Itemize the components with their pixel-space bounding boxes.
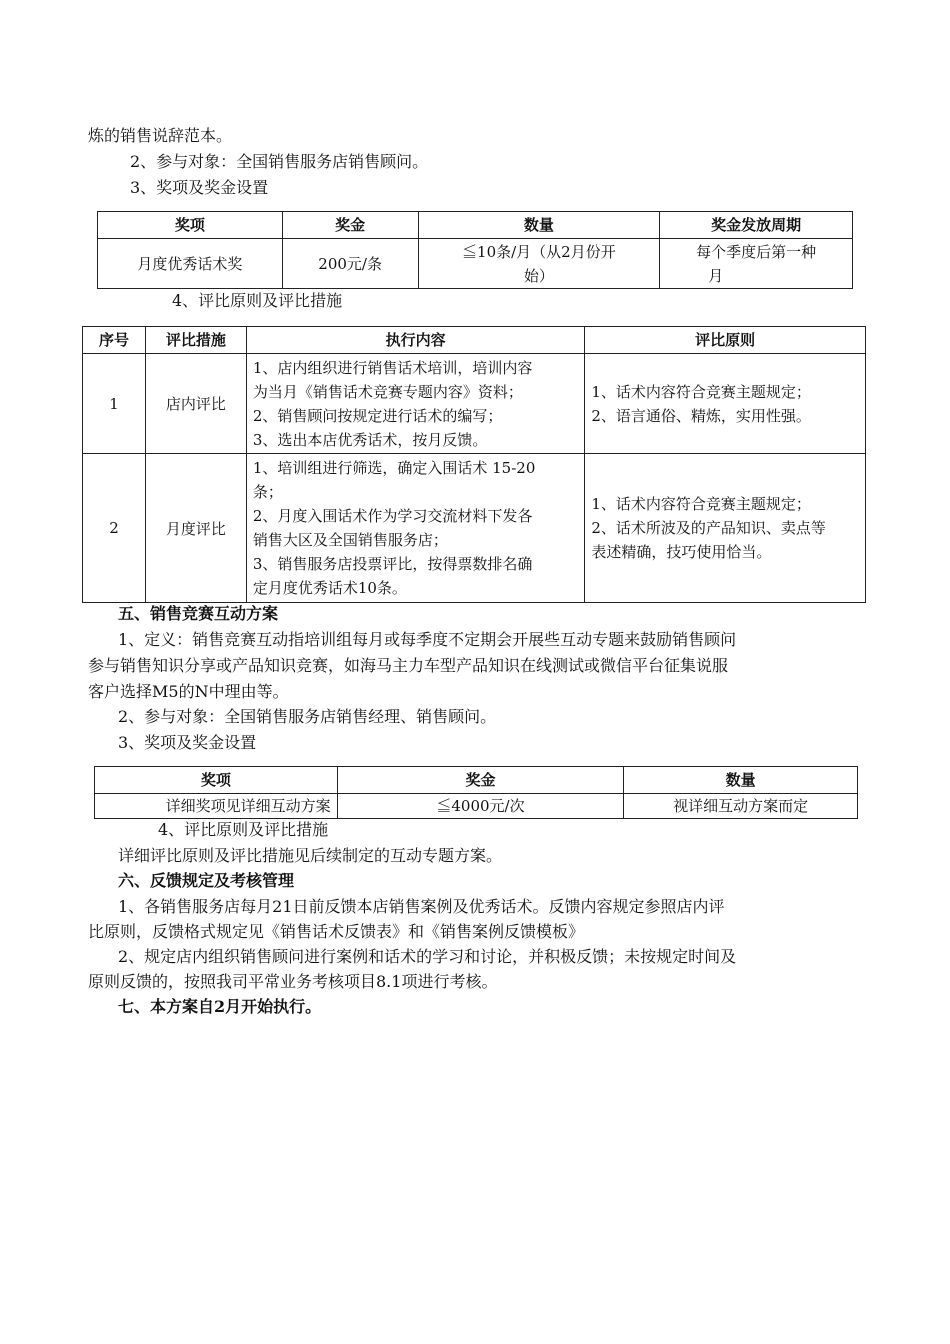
paragraph-line: 详细评比原则及评比措施见后续制定的互动专题方案。 [118, 846, 503, 865]
table-cell: ≦4000元/次 [337, 794, 624, 819]
paragraph-line: 3、奖项及奖金设置 [130, 178, 269, 197]
paragraph-line: 1、定义：销售竞赛互动指培训组每月或每季度不定期会开展些互动专题来鼓励销售顾问 [118, 630, 737, 649]
section-heading: 七、本方案自2月开始执行。 [118, 997, 322, 1016]
table-cell: 1、话术内容符合竞赛主题规定； 2、语言通俗、精炼，实用性强。 [585, 354, 866, 454]
table-row [83, 454, 866, 603]
table-cell: 详细奖项见详细互动方案 [95, 794, 338, 819]
paragraph-line: 客户选择M5的N中理由等。 [88, 682, 289, 701]
paragraph-line: 炼的销售说辞范本。 [88, 126, 233, 145]
table-cell: 200元/条 [282, 239, 418, 289]
table-cell: 每个季度后第一种 月 [660, 239, 853, 289]
award-table-1 [97, 211, 853, 289]
subheading: 4、评比原则及评比措施 [158, 820, 329, 839]
table-header: 奖金 [337, 767, 624, 794]
award-table-2 [94, 766, 858, 819]
paragraph-line: 原则反馈的，按照我司平常业务考核项目8.1项进行考核。 [88, 972, 498, 991]
paragraph-line: 参与销售知识分享或产品知识竞赛，如海马主力车型产品知识在线测试或微信平台征集说服 [88, 656, 729, 675]
table-cell: 1、话术内容符合竞赛主题规定； 2、话术所波及的产品知识、卖点等 表述精确，技巧使用恰当。 [585, 454, 866, 603]
paragraph-line: 2、参与对象：全国销售服务店销售经理、销售顾问。 [118, 707, 497, 726]
paragraph-line: 2、参与对象：全国销售服务店销售顾问。 [130, 152, 429, 171]
table-cell: 店内评比 [145, 354, 246, 454]
table-header: 序号 [83, 327, 146, 354]
subheading: 4、评比原则及评比措施 [172, 291, 343, 310]
table-header: 执行内容 [246, 327, 585, 354]
section-heading: 六、反馈规定及考核管理 [118, 871, 295, 890]
section-heading: 五、销售竞赛互动方案 [118, 604, 279, 623]
table-cell: 1、店内组织进行销售话术培训，培训内容 为当月《销售话术竞赛专题内容》资料； 2、销售顾问按规定进行话术的编写； 3、选出本店优秀话术，按月反馈。 [246, 354, 585, 454]
table-header: 评比原则 [585, 327, 866, 354]
paragraph-line: 3、奖项及奖金设置 [118, 733, 257, 752]
table-cell: 月度评比 [145, 454, 246, 603]
table-header: 奖金 [282, 212, 418, 239]
table-cell: 1 [83, 354, 146, 454]
table-cell: ≦10条/月（从2月份开 始） [418, 239, 660, 289]
table-header: 奖金发放周期 [660, 212, 853, 239]
table-header: 评比措施 [145, 327, 246, 354]
table-row [83, 354, 866, 454]
table-cell: 2 [83, 454, 146, 603]
paragraph-line: 2、规定店内组织销售顾问进行案例和话术的学习和讨论，并积极反馈；未按规定时间及 [118, 947, 737, 966]
table-cell: 月度优秀话术奖 [98, 239, 283, 289]
table-cell: 视详细互动方案而定 [624, 794, 858, 819]
paragraph-line: 1、各销售服务店每月21日前反馈本店销售案例及优秀话术。反馈内容规定参照店内评 [118, 897, 725, 916]
table-cell: 1、培训组进行筛选，确定入围话术 15-20 条； 2、月度入围话术作为学习交流材料下发各 销售大区及全国销售服务店； 3、销售服务店投票评比，按得票数排名确 定月度优秀话术10条。 [246, 454, 585, 603]
table-header: 数量 [418, 212, 660, 239]
table-header: 奖项 [95, 767, 338, 794]
paragraph-line: 比原则，反馈格式规定见《销售话术反馈表》和《销售案例反馈模板》 [88, 922, 585, 941]
criteria-table [82, 326, 866, 603]
table-header: 奖项 [98, 212, 283, 239]
table-header: 数量 [624, 767, 858, 794]
